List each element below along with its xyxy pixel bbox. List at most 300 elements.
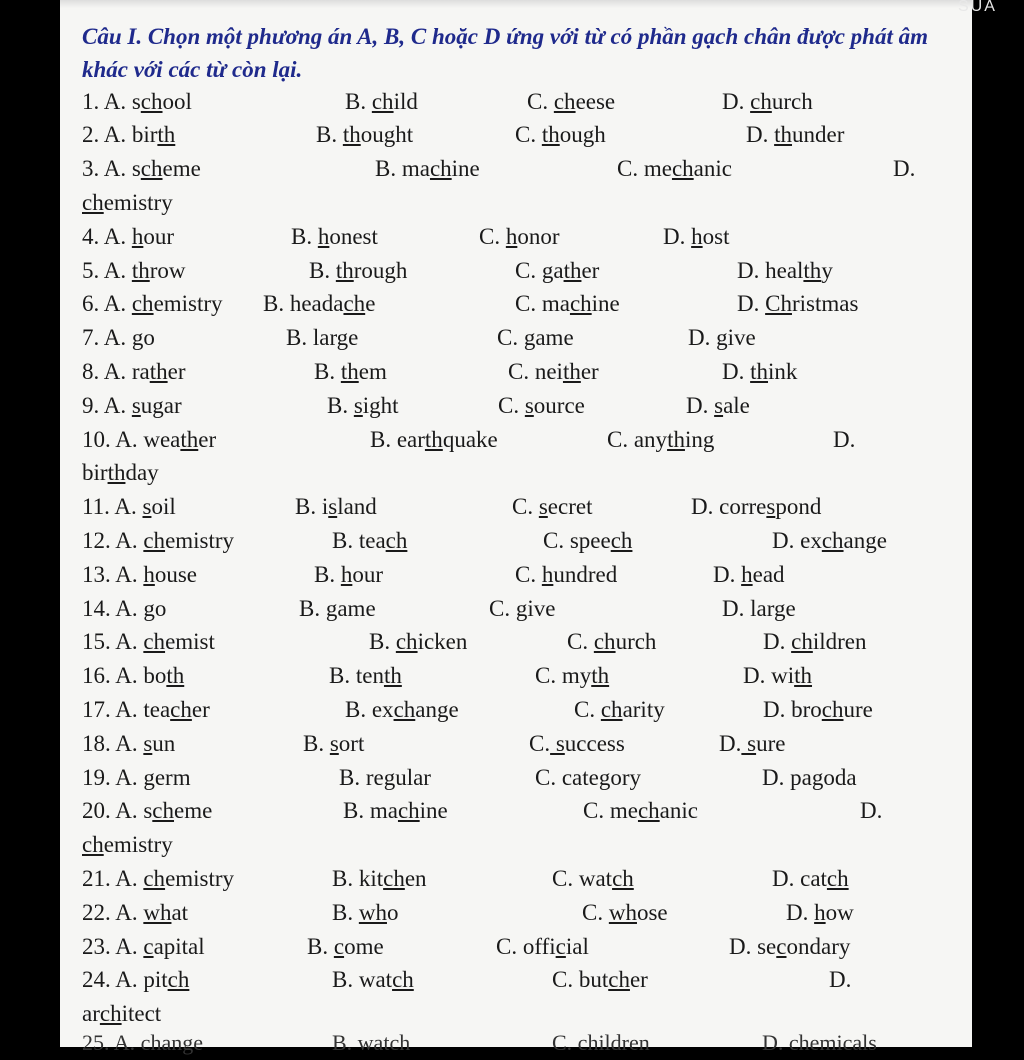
word-part: D. xyxy=(893,156,916,181)
underlined-sound: th xyxy=(340,359,359,384)
answer-option xyxy=(729,930,850,964)
word-part: apital xyxy=(153,934,205,959)
underlined-sound: th xyxy=(424,427,443,452)
answer-option xyxy=(314,355,387,389)
underlined-sound: th xyxy=(157,122,176,147)
underlined-sound: c xyxy=(555,934,566,959)
word-part: C. xyxy=(479,224,506,249)
answer-option xyxy=(508,355,599,389)
word-part: undred xyxy=(553,562,618,587)
word-part: er xyxy=(167,359,186,384)
answer-option xyxy=(489,592,555,626)
answer-option xyxy=(552,862,634,896)
underlined-sound: h xyxy=(317,224,330,249)
answer-option xyxy=(339,761,431,795)
underlined-sound: s xyxy=(143,731,153,756)
answer-option xyxy=(479,220,560,254)
answer-option xyxy=(82,592,166,626)
answer-option xyxy=(343,794,448,828)
word-part: itect xyxy=(121,1001,162,1026)
cut-option: 25. A. change xyxy=(82,1030,203,1055)
word-part: bir xyxy=(82,460,108,485)
word-part: D. xyxy=(746,122,775,147)
question-row xyxy=(0,963,1024,997)
underlined-sound: c xyxy=(143,934,154,959)
corner-fragment: SUA xyxy=(958,0,997,14)
underlined-sound: th xyxy=(562,359,581,384)
word-part: ar xyxy=(82,1001,100,1026)
word-part: ort xyxy=(338,731,365,756)
word-part: D. xyxy=(763,629,792,654)
word-part: en xyxy=(404,866,427,891)
word-part: ource xyxy=(533,393,585,418)
answer-option xyxy=(82,287,223,321)
word-part: D. xyxy=(786,900,815,925)
word-part: 24. A. pit xyxy=(82,967,168,992)
answer-option xyxy=(743,659,812,693)
answer-option xyxy=(529,727,625,761)
word-part: emistry xyxy=(153,291,223,316)
word-part: C. xyxy=(582,900,609,925)
word-part: 7. A. go xyxy=(82,325,155,350)
answer-option xyxy=(552,963,648,997)
word-part: ine xyxy=(451,156,480,181)
word-part: D. corre xyxy=(691,494,767,519)
word-part: B. xyxy=(314,359,341,384)
underlined-sound: s xyxy=(142,494,152,519)
answer-option xyxy=(82,152,201,186)
underlined-sound: ch xyxy=(385,528,408,553)
word-part: ange xyxy=(415,697,459,722)
answer-option xyxy=(543,524,632,558)
question-row xyxy=(0,118,1024,152)
answer-option xyxy=(82,625,215,659)
word-part: ristmas xyxy=(791,291,859,316)
answer-option xyxy=(82,794,212,828)
word-part: B. xyxy=(309,258,336,283)
answer-option xyxy=(82,220,174,254)
answer-option xyxy=(691,490,821,524)
answer-option xyxy=(332,524,407,558)
word-part: B. xyxy=(291,224,318,249)
word-part: B. xyxy=(314,562,341,587)
answer-option xyxy=(786,896,854,930)
word-part: 17. A. tea xyxy=(82,697,171,722)
word-part: C. xyxy=(574,697,601,722)
word-part: B. ten xyxy=(329,663,384,688)
word-part: 11. A. xyxy=(82,494,143,519)
word-part: 10. A. wea xyxy=(82,427,181,452)
word-part: C. xyxy=(498,393,525,418)
word-part: D. xyxy=(829,967,852,992)
underlined-sound: s xyxy=(353,393,363,418)
answer-option xyxy=(617,152,732,186)
answer-option xyxy=(314,558,383,592)
word-part: ow xyxy=(825,900,854,925)
word-part: ead xyxy=(752,562,785,587)
underlined-sound: s xyxy=(714,393,724,418)
word-part: D. xyxy=(737,291,766,316)
answer-option xyxy=(263,287,375,321)
word-part: 13. A. xyxy=(82,562,144,587)
answer-option xyxy=(82,963,189,997)
word-part: ange xyxy=(843,528,887,553)
underlined-sound: ch xyxy=(143,866,166,891)
question-row xyxy=(0,693,1024,727)
word-part: C. my xyxy=(535,663,592,688)
word-part: 3. A. s xyxy=(82,156,141,181)
word-part: 1. A. s xyxy=(82,89,141,114)
answer-option xyxy=(515,287,620,321)
underlined-sound: th xyxy=(750,359,769,384)
word-part: C. xyxy=(512,494,539,519)
answer-option xyxy=(515,254,599,288)
word-part: ild xyxy=(393,89,418,114)
underlined-sound: ch xyxy=(82,190,104,215)
underlined-sound: ch xyxy=(170,697,192,722)
underlined-sound: ch xyxy=(371,89,394,114)
underlined-sound: wh xyxy=(358,900,387,925)
underlined-sound: ch xyxy=(395,629,418,654)
underlined-sound: th xyxy=(803,258,822,283)
word-part: row xyxy=(149,258,186,283)
underlined-sound: ch xyxy=(612,866,634,891)
word-part: 2. A. bir xyxy=(82,122,158,147)
word-part: D. xyxy=(663,224,692,249)
word-part: C. me xyxy=(617,156,672,181)
word-part: B. ear xyxy=(370,427,425,452)
underlined-sound: s xyxy=(328,494,338,519)
word-part: B. xyxy=(327,393,354,418)
word-part: B. xyxy=(345,89,372,114)
word-part: C. but xyxy=(552,967,609,992)
word-part: B. regular xyxy=(339,765,431,790)
word-part: pond xyxy=(775,494,822,519)
word-part: onor xyxy=(517,224,560,249)
question-row xyxy=(0,254,1024,288)
underlined-sound: ch xyxy=(750,89,772,114)
answer-option xyxy=(607,423,714,457)
word-part: D. give xyxy=(688,325,756,350)
instruction-heading: Câu I. Chọn một phương án A, B, C hoặc D ứng với từ có phần gạch chân được phát âm khác với các từ còn lại. xyxy=(82,24,928,82)
question-row xyxy=(0,423,1024,457)
underlined-sound: h xyxy=(691,224,703,249)
underlined-sound: ch xyxy=(143,528,166,553)
word-part: eme xyxy=(174,798,213,823)
answer-option xyxy=(663,220,729,254)
underlined-sound: h xyxy=(541,562,554,587)
answer-option xyxy=(829,963,851,997)
underlined-sound: ch xyxy=(99,1001,122,1026)
underlined-sound: ch xyxy=(383,866,405,891)
word-part: our xyxy=(143,224,175,249)
word-part: uccess xyxy=(564,731,625,756)
underlined-sound: s xyxy=(524,393,534,418)
underlined-sound: ch xyxy=(429,156,452,181)
underlined-sound: ch xyxy=(82,832,104,857)
underlined-sound: th xyxy=(383,663,402,688)
word-part: ool xyxy=(162,89,192,114)
word-part: B. xyxy=(303,731,330,756)
word-part: B. xyxy=(316,122,343,147)
answer-option xyxy=(496,930,589,964)
underlined-sound: ch xyxy=(671,156,694,181)
word-part: D. wi xyxy=(743,663,795,688)
word-part: onest xyxy=(329,224,378,249)
underlined-sound: ch xyxy=(143,629,166,654)
underlined-sound: s xyxy=(131,393,141,418)
underlined-sound: h xyxy=(131,224,144,249)
underlined-sound: ch xyxy=(569,291,592,316)
underlined-sound: ch xyxy=(821,528,844,553)
cut-option: B. watch xyxy=(332,1030,411,1055)
word-part: 8. A. ra xyxy=(82,359,150,384)
underlined-sound: ch xyxy=(610,528,633,553)
word-part: ough xyxy=(559,122,606,147)
answer-option xyxy=(309,254,407,288)
answer-option xyxy=(762,761,857,795)
word-part: D. bro xyxy=(763,697,822,722)
word-part: oil xyxy=(151,494,176,519)
word-part: 20. A. s xyxy=(82,798,153,823)
word-part: 6. A. xyxy=(82,291,132,316)
word-part: urch xyxy=(615,629,657,654)
underlined-sound: th xyxy=(149,359,168,384)
question-row xyxy=(0,558,1024,592)
question-row xyxy=(0,355,1024,389)
word-part: ight xyxy=(362,393,399,418)
word-part: C. give xyxy=(489,596,556,621)
word-part: 5. A. xyxy=(82,258,132,283)
word-part: emistry xyxy=(103,832,173,857)
question-row xyxy=(0,727,1024,761)
underlined-sound: ch xyxy=(397,798,420,823)
answer-option xyxy=(893,152,915,186)
answer-option xyxy=(574,693,665,727)
underlined-sound: h xyxy=(340,562,353,587)
word-part: C. nei xyxy=(508,359,563,384)
word-part: C. xyxy=(515,122,542,147)
underlined-sound: c xyxy=(776,934,787,959)
underlined-sound: th xyxy=(563,258,582,283)
word-part: quake xyxy=(442,427,498,452)
underlined-sound: th xyxy=(180,427,199,452)
word-part: ought xyxy=(360,122,414,147)
underlined-sound: th xyxy=(166,663,185,688)
question-row xyxy=(0,625,1024,659)
answer-option xyxy=(582,896,668,930)
word-part: B. ma xyxy=(375,156,430,181)
answer-option xyxy=(82,423,216,457)
word-part: emistry xyxy=(165,528,235,553)
cut-option: D. chemicals xyxy=(762,1030,877,1055)
underlined-sound: s xyxy=(538,494,548,519)
word-part: urch xyxy=(771,89,813,114)
answer-option xyxy=(722,355,797,389)
word-part: er xyxy=(581,258,600,283)
answer-option xyxy=(82,118,175,152)
answer-option xyxy=(286,321,358,355)
word-part: B. ex xyxy=(345,697,394,722)
word-part: D. xyxy=(722,359,751,384)
answer-option xyxy=(82,85,192,119)
word-part: 23. A. xyxy=(82,934,144,959)
question-row xyxy=(0,85,1024,119)
answer-option xyxy=(527,85,615,119)
word-part: eme xyxy=(162,156,201,181)
answer-option xyxy=(722,592,796,626)
answer-option xyxy=(329,659,402,693)
question-row xyxy=(0,287,1024,321)
word-part: B. heada xyxy=(263,291,344,316)
word-part: D. heal xyxy=(737,258,804,283)
answer-option xyxy=(303,727,364,761)
word-part: ing xyxy=(684,427,715,452)
answer-option xyxy=(82,930,205,964)
option-continuation xyxy=(82,456,159,490)
question-row xyxy=(0,524,1024,558)
underlined-sound: ch xyxy=(600,697,623,722)
answer-option xyxy=(860,794,882,828)
word-part: 16. A. bo xyxy=(82,663,167,688)
underlined-sound: th xyxy=(342,122,361,147)
option-continuation xyxy=(82,186,173,220)
answer-option xyxy=(82,321,155,355)
question-row xyxy=(0,930,1024,964)
word-part: ome xyxy=(344,934,384,959)
answer-option xyxy=(763,693,873,727)
answer-option xyxy=(498,389,585,423)
option-continuation xyxy=(82,997,161,1031)
question-row xyxy=(0,896,1024,930)
word-part: ose xyxy=(636,900,668,925)
question-row xyxy=(0,490,1024,524)
word-part: land xyxy=(337,494,377,519)
underlined-sound: s xyxy=(741,731,757,756)
word-part: B. i xyxy=(295,494,329,519)
word-part: ink xyxy=(768,359,798,384)
word-part: C. xyxy=(567,629,594,654)
answer-option xyxy=(370,423,498,457)
underlined-sound: Ch xyxy=(765,291,792,316)
word-part: D. cat xyxy=(772,866,827,891)
answer-option xyxy=(583,794,698,828)
word-part: ure xyxy=(843,697,873,722)
answer-option xyxy=(497,321,574,355)
question-row xyxy=(0,220,1024,254)
underlined-sound: h xyxy=(143,562,155,587)
underlined-sound: ch xyxy=(826,866,849,891)
underlined-sound: s xyxy=(550,731,565,756)
answer-option xyxy=(332,862,427,896)
word-part: 21. A. xyxy=(82,866,144,891)
answer-option xyxy=(719,727,785,761)
underlined-sound: ch xyxy=(343,291,366,316)
word-part: D. xyxy=(686,393,715,418)
answer-option xyxy=(82,659,184,693)
answer-option xyxy=(567,625,656,659)
word-part: eese xyxy=(575,89,616,114)
question-row xyxy=(0,321,1024,355)
answer-option xyxy=(82,862,234,896)
word-part: ildren xyxy=(812,629,867,654)
word-part: day xyxy=(125,460,159,485)
word-part: D. pagoda xyxy=(762,765,857,790)
word-part: C. ga xyxy=(515,258,564,283)
answer-option xyxy=(82,693,210,727)
answer-option xyxy=(686,389,750,423)
answer-option xyxy=(82,389,182,423)
question-row xyxy=(0,389,1024,423)
word-part: C. game xyxy=(497,325,574,350)
underlined-sound: ch xyxy=(821,697,844,722)
word-part: arity xyxy=(622,697,665,722)
underlined-sound: ch xyxy=(131,291,154,316)
answer-option xyxy=(688,321,756,355)
word-part: 4. A. xyxy=(82,224,132,249)
underlined-sound: ch xyxy=(791,629,813,654)
word-part: C. spee xyxy=(543,528,611,553)
word-part: D. xyxy=(833,427,856,452)
underlined-sound: ch xyxy=(152,798,175,823)
underlined-sound: ch xyxy=(608,967,630,992)
word-part: er xyxy=(198,427,217,452)
word-part: y xyxy=(821,258,833,283)
answer-option xyxy=(535,659,609,693)
underlined-sound: ch xyxy=(392,967,414,992)
word-part: ine xyxy=(591,291,620,316)
answer-option xyxy=(291,220,378,254)
answer-option xyxy=(82,558,197,592)
word-part: D. se xyxy=(729,934,777,959)
answer-option xyxy=(316,118,413,152)
word-part: 9. A. xyxy=(82,393,132,418)
underlined-sound: wh xyxy=(143,900,172,925)
underlined-sound: s xyxy=(329,731,339,756)
underlined-sound: th xyxy=(107,460,126,485)
answer-option xyxy=(369,625,467,659)
underlined-sound: ch xyxy=(140,156,163,181)
word-part: er xyxy=(629,967,648,992)
underlined-sound: h xyxy=(505,224,518,249)
word-part: D. xyxy=(713,562,742,587)
word-part: 14. A. go xyxy=(82,596,167,621)
word-part: 15. A. xyxy=(82,629,144,654)
answer-option xyxy=(512,490,592,524)
underlined-sound: th xyxy=(774,122,793,147)
word-part: emistry xyxy=(165,866,235,891)
word-part: D. ex xyxy=(772,528,822,553)
header-strip xyxy=(60,0,972,8)
word-part: under xyxy=(792,122,845,147)
word-part: B. ma xyxy=(343,798,398,823)
underlined-sound: th xyxy=(794,663,813,688)
word-part: B. xyxy=(369,629,396,654)
word-part: ondary xyxy=(786,934,851,959)
answer-option xyxy=(332,963,414,997)
word-part: ugar xyxy=(140,393,182,418)
question-row xyxy=(0,592,1024,626)
answer-option xyxy=(82,727,175,761)
underlined-sound: th xyxy=(335,258,354,283)
answer-option xyxy=(82,896,188,930)
word-part: B. large xyxy=(286,325,359,350)
word-part: C. any xyxy=(607,427,668,452)
underlined-sound: th xyxy=(591,663,610,688)
word-part: emistry xyxy=(103,190,173,215)
underlined-sound: h xyxy=(814,900,826,925)
answer-option xyxy=(82,524,234,558)
